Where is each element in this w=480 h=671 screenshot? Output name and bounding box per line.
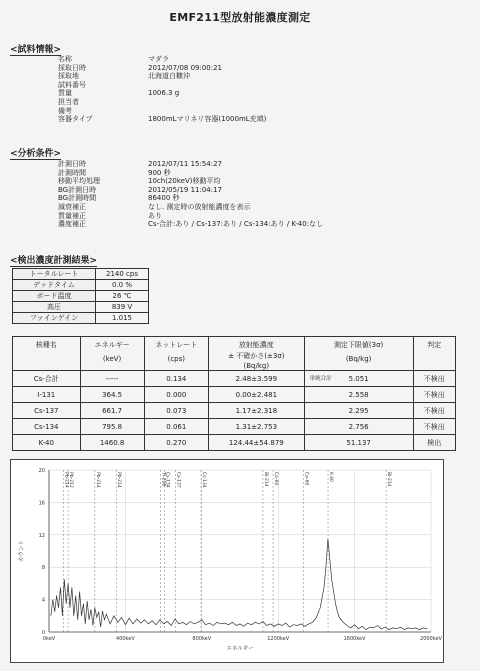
cell-netrate: 0.270 — [144, 435, 208, 451]
cell-judge: 不検出 — [413, 403, 455, 419]
summary-label: ファインゲイン — [13, 313, 96, 324]
limit-prefix: 単純合計 — [309, 376, 332, 382]
result-row — [13, 435, 456, 451]
nuclide-marker-label: K-40 — [328, 472, 334, 482]
cell-conc: 1.31±2.753 — [208, 419, 304, 435]
info-label: 質量補正 — [58, 211, 86, 220]
info-value: Cs-合計:あり / Cs-137:あり / Cs-134:あり / K-40:なし — [148, 220, 324, 229]
cell-energy: 364.5 — [80, 387, 144, 403]
sample-info-heading: <試料情報> — [10, 45, 62, 55]
info-value: 2012/05/19 11:04:17 — [148, 185, 223, 194]
nuclide-marker-label: Cs-134 — [201, 472, 207, 488]
x-tick-label: 2000keV — [420, 636, 442, 642]
nuclide-marker-label: Pb-212 — [68, 472, 74, 488]
cell-limit — [304, 419, 413, 435]
x-tick-label: 800keV — [192, 636, 212, 642]
y-axis-label: カウント — [19, 539, 25, 563]
header-limit: 測定下限値(3σ) (Bq/kg) — [304, 337, 413, 371]
info-row — [10, 107, 266, 116]
info-row — [10, 220, 323, 229]
cell-nuclide: I-131 — [13, 387, 81, 403]
info-label: 減衰補正 — [58, 202, 86, 211]
analysis-heading: <分析条件> — [10, 149, 62, 159]
info-value: 86400 秒 — [148, 194, 180, 203]
summary-value: 1.015 — [96, 313, 149, 324]
info-row — [10, 160, 323, 169]
cell-nuclide: Cs-合計 — [13, 371, 81, 387]
cell-limit — [304, 387, 413, 403]
cell-judge: 不検出 — [413, 371, 455, 387]
info-row — [10, 212, 323, 221]
limit-value: 2.558 — [348, 390, 369, 399]
info-row — [10, 72, 266, 81]
analysis-list — [10, 160, 323, 229]
cell-judge: 不検出 — [413, 419, 455, 435]
header-nuclide: 核種名 — [13, 337, 81, 371]
info-row — [10, 194, 323, 203]
summary-label: デッドタイム — [13, 280, 96, 291]
cell-conc: 0.00±2.481 — [208, 387, 304, 403]
nuclide-marker-label: Bi-214 — [386, 472, 392, 487]
header-netrate: ネットレート (cps) — [144, 337, 208, 371]
info-value: 2012/07/08 09:00:21 — [148, 63, 223, 72]
nuclide-marker-label: Pb-214 — [94, 472, 100, 488]
spectrum-line — [51, 539, 427, 630]
info-label: 試料番号 — [58, 80, 86, 89]
info-row — [10, 115, 266, 124]
cell-netrate: 0.134 — [144, 371, 208, 387]
summary-label: 高圧 — [13, 302, 96, 313]
info-label: 備考 — [58, 106, 72, 115]
spectrum-chart — [10, 459, 444, 663]
results-heading: <検出濃度計測結果> — [10, 256, 98, 266]
cell-conc: 1.17±2.318 — [208, 403, 304, 419]
results-header-row — [13, 337, 456, 371]
info-row — [10, 55, 266, 64]
info-label: BG計測時間 — [58, 194, 97, 203]
y-tick-label: 12 — [38, 532, 45, 539]
y-tick-label: 16 — [38, 500, 45, 507]
limit-value: 2.295 — [348, 406, 369, 415]
x-tick-label: 1600keV — [343, 636, 366, 642]
x-tick-label: 1200keV — [267, 636, 290, 642]
info-row — [10, 169, 323, 178]
cell-nuclide: Cs-134 — [13, 419, 81, 435]
info-row — [10, 98, 266, 107]
info-value: 900 秒 — [148, 168, 171, 177]
y-tick-label: 20 — [38, 468, 45, 474]
y-tick-label: 0 — [41, 630, 45, 636]
info-row — [10, 177, 323, 186]
cell-nuclide: K-40 — [13, 435, 81, 451]
info-value: 10ch(20keV)移動平均 — [148, 177, 221, 186]
summary-row — [13, 269, 149, 280]
nuclide-marker-label: Cs-137 — [175, 472, 181, 488]
info-value: なし. 測定時の放射能濃度を表示 — [148, 202, 251, 211]
cell-nuclide: Cs-137 — [13, 403, 81, 419]
x-axis-label: エネルギー — [226, 646, 254, 652]
info-value: マダラ — [148, 55, 169, 63]
cell-netrate: 0.000 — [144, 387, 208, 403]
info-value: 1006.3 g — [148, 89, 180, 98]
info-label: 名称 — [58, 55, 72, 63]
spectrum-svg — [11, 460, 443, 662]
info-label: 濃度補正 — [58, 220, 86, 229]
summary-value: 2140 cps — [96, 269, 149, 280]
summary-row — [13, 280, 149, 291]
summary-value: 26 ℃ — [96, 291, 149, 302]
summary-label: トータルレート — [13, 269, 96, 280]
nuclide-marker-label: Co-60 — [303, 472, 309, 486]
limit-value: 51.137 — [346, 438, 371, 447]
cell-judge: 不検出 — [413, 387, 455, 403]
summary-row — [13, 313, 149, 324]
cell-conc: 2.48±3.599 — [208, 371, 304, 387]
info-label: BG計測日時 — [58, 185, 97, 194]
x-tick-label: 400keV — [116, 636, 135, 642]
nuclide-marker-label: Pb-214 — [63, 472, 69, 488]
nuclide-marker-label: Co-60 — [273, 472, 279, 486]
cell-energy: 661.7 — [80, 403, 144, 419]
info-row — [10, 203, 323, 212]
info-row — [10, 81, 266, 90]
cell-netrate: 0.061 — [144, 419, 208, 435]
cell-netrate: 0.073 — [144, 403, 208, 419]
nuclide-marker-label: Bi-214 — [262, 472, 268, 487]
info-row — [10, 64, 266, 73]
cell-energy: ----- — [80, 371, 144, 387]
results-table — [12, 336, 456, 451]
info-value: 2012/07/11 15:54:27 — [148, 160, 223, 168]
nuclide-marker-label: Cs-134 — [164, 472, 170, 488]
result-row — [13, 419, 456, 435]
y-tick-label: 8 — [41, 565, 45, 572]
cell-limit — [304, 435, 413, 451]
header-conc: 放射能濃度 ± 不確かさ(±3σ) (Bq/kg) — [208, 337, 304, 371]
limit-value: 2.756 — [348, 422, 369, 431]
cell-conc: 124.44±54.879 — [208, 435, 304, 451]
header-energy: エネルギー (keV) — [80, 337, 144, 371]
header-judge: 判定 — [413, 337, 455, 371]
info-label: 担当者 — [58, 97, 79, 106]
info-label: 質量 — [58, 89, 72, 98]
summary-value: 0.0 % — [96, 280, 149, 291]
summary-label: ボード温度 — [13, 291, 96, 302]
cell-limit — [304, 371, 413, 387]
nuclide-marker-label: Tl-208 — [160, 472, 166, 487]
summary-row — [13, 291, 149, 302]
sample-info-list — [10, 55, 266, 124]
page-title: EMF211型放射能濃度測定 — [169, 11, 311, 24]
info-label: 計測日時 — [58, 160, 86, 168]
info-value: 北海道白糠沖 — [148, 72, 190, 81]
info-value: あり — [148, 211, 162, 220]
result-row — [13, 403, 456, 419]
info-label: 容器タイプ — [58, 115, 93, 124]
result-row — [13, 371, 456, 387]
cell-energy: 795.8 — [80, 419, 144, 435]
result-row — [13, 387, 456, 403]
y-tick-label: 4 — [41, 597, 45, 604]
x-tick-label: 0keV — [42, 636, 56, 642]
summary-table — [12, 268, 149, 324]
info-row — [10, 89, 266, 98]
info-label: 移動平均処理 — [58, 177, 100, 186]
summary-value: 839 V — [96, 302, 149, 313]
nuclide-marker-label: Pb-214 — [116, 472, 122, 488]
info-label: 採取地 — [58, 72, 79, 81]
cell-energy: 1460.8 — [80, 435, 144, 451]
limit-value: 5.051 — [348, 374, 369, 383]
info-label: 採取日時 — [58, 63, 86, 72]
summary-row — [13, 302, 149, 313]
cell-limit — [304, 403, 413, 419]
info-value: 1800mLマリネリ容器(1000mL充填) — [148, 115, 267, 124]
cell-judge: 検出 — [413, 435, 455, 451]
info-label: 計測時間 — [58, 168, 86, 177]
